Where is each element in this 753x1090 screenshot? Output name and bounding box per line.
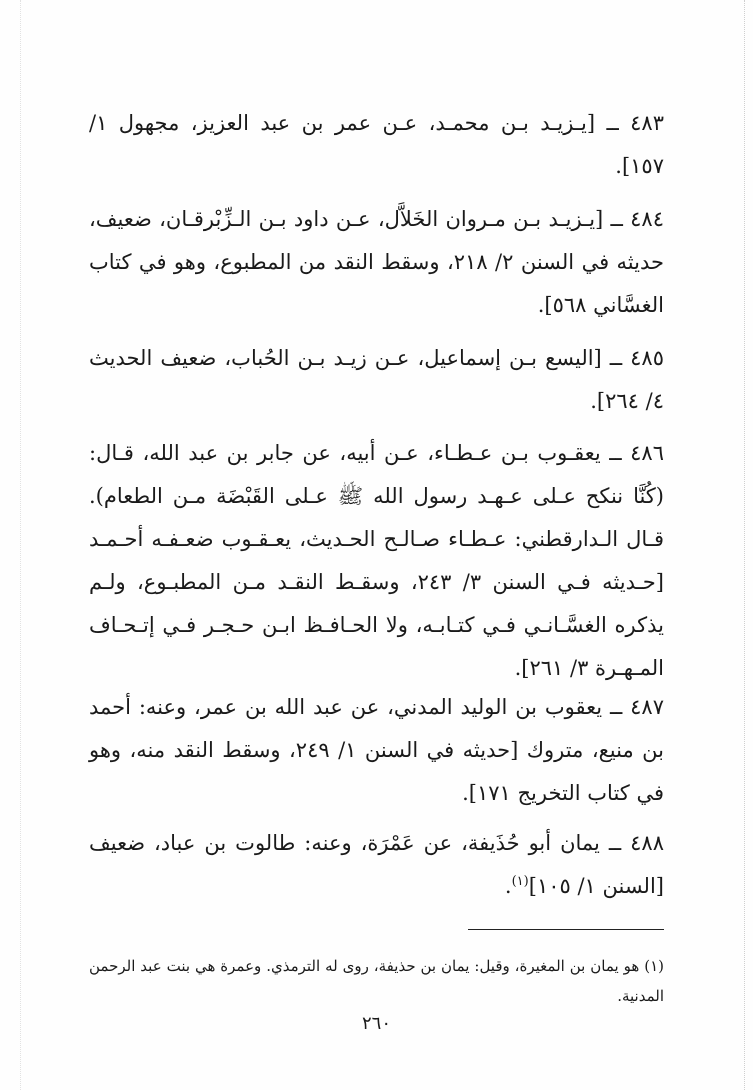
entry-488-tail: . <box>504 874 512 898</box>
footnote-reference[interactable]: (١) <box>511 874 529 889</box>
entry-483 <box>89 102 664 188</box>
entry-484 <box>89 198 664 327</box>
footnote <box>89 951 664 1011</box>
entry-483-text: ٤٨٣ ــ [يـزيـد بـن محمـد، عـن عمر بن عبد العزيز، مجهول ١/ ١٥٧]. <box>89 111 664 178</box>
entry-485-text: ٤٨٥ ــ [اليسع بـن إسماعيل، عـن زيـد بـن الحُباب، ضعيف الحديث ٤/ ٢٦٤]. <box>89 346 664 413</box>
entry-484-text: ٤٨٤ ــ [يـزيـد بـن مـروان الخَلاَّل، عـن داود بـن الـزِّبْرقـان، ضعيف، حديثه في السنن ٢/ ٢١٨، وسقط النقد من المطبوع، وهو في كتاب الغسَّاني ٥٦٨]. <box>89 207 664 317</box>
entry-486 <box>89 432 664 690</box>
entry-488 <box>89 822 664 908</box>
entry-487 <box>89 686 664 815</box>
entry-488-text: ٤٨٨ ــ يمان أبو حُذَيفة، عن عَمْرَة، وعنه: طالوت بن عباد، ضعيف [السنن ١/ ١٠٥] <box>89 831 664 898</box>
entry-486-text: ٤٨٦ ــ يعقـوب بـن عـطـاء، عـن أبيه، عن جابر بن عبد الله، قـال: (كُنَّا ننكح عـلى عـهـد رسول الله ﷺ عـلى القَبْضَة مـن الطعام). قـال الـدارقطني: عـطـاء صـالـح الحـديث، يعـقـوب ضعـفـه أحـمـد [حـديثه فـي السنن ٣/ ٢٤٣، وسقـط النقـد مـن المطبـوع، ولـم يذكره الغسَّـانـي فـي كتـابـه، ولا الحـافـظ ابـن حـجـر فـي إتـحـاف المـهـرة ٣/ ٢٦١]. <box>89 441 664 680</box>
entry-487-text: ٤٨٧ ــ يعقوب بن الوليد المدني، عن عبد الله بن عمر، وعنه: أحمد بن منيع، متروك [حديثه في السنن ١/ ٢٤٩، وسقط النقد منه، وهو في كتاب التخريج ١٧١]. <box>89 695 664 805</box>
page-number: ٢٦٠ <box>361 1013 391 1034</box>
entry-485 <box>89 337 664 423</box>
footnote-text: (١) هو يمان بن المغيرة، وقيل: يمان بن حذيفة، روى له الترمذي. وعمرة هي بنت عبد الرحمن المدنية. <box>89 957 664 1005</box>
page-margin-edge <box>20 0 21 1090</box>
page-binding-edge <box>744 0 745 1090</box>
footnote-separator <box>468 929 664 930</box>
